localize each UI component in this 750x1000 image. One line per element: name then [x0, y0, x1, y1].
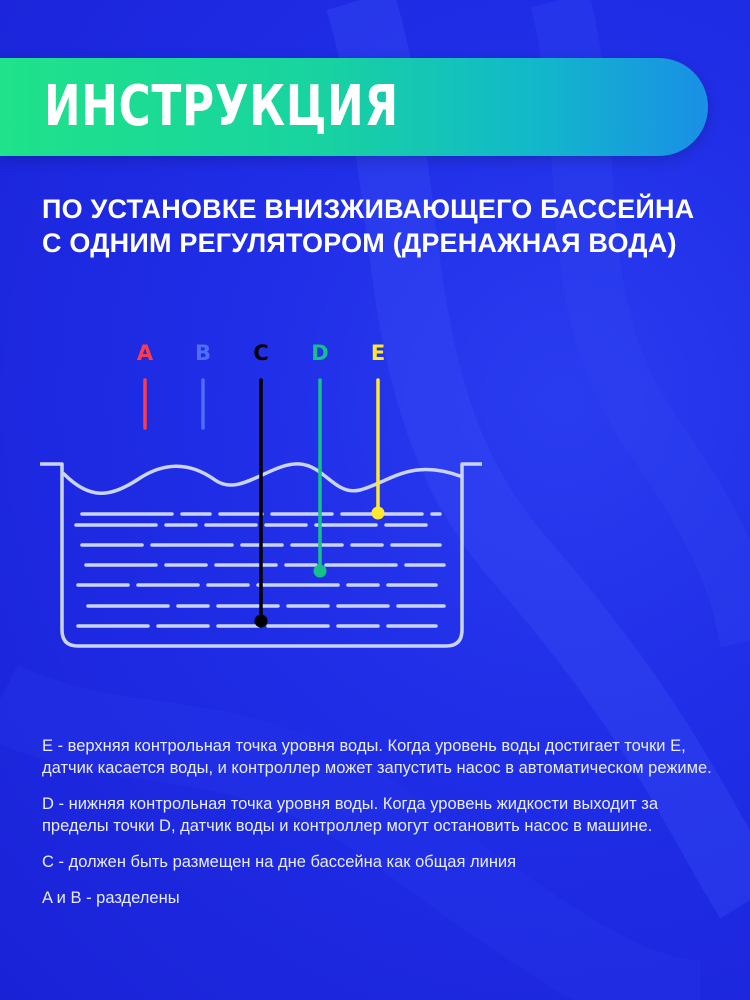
page-title: ИНСТРУКЦИЯ	[44, 74, 399, 139]
description-d: D - нижняя контрольная точка уровня воды. Когда уровень жидкости выходит за пределы точки D, датчик воды и контроллер могут остановить насос в машине.	[42, 795, 658, 835]
descriptions	[42, 735, 722, 923]
subtitle-line-1: ПО УСТАНОВКЕ ВНИЗЖИВАЮЩЕГО БАССЕЙНА	[42, 194, 695, 224]
pool-diagram	[0, 320, 750, 680]
sensor-point-c	[255, 615, 268, 628]
description-ab: A и B - разделены	[42, 889, 180, 907]
description-c: C - должен быть размещен на дне бассейна как общая линия	[42, 853, 517, 871]
sensor-point-d	[314, 565, 327, 578]
sensor-point-e	[372, 507, 385, 520]
sensor-label-e: E	[370, 341, 386, 365]
description-e: E - верхняя контрольная точка уровня воды. Когда уровень воды достигает точки E, датчик касается воды, и контроллер может запустить насос в автоматическом режиме.	[42, 737, 712, 777]
subtitle-line-2: С ОДНИМ РЕГУЛЯТОРОМ (ДРЕНАЖНАЯ ВОДА)	[42, 228, 677, 258]
sensor-label-a: A	[136, 341, 154, 365]
subtitle	[42, 192, 722, 260]
sensor-label-b: B	[194, 341, 212, 365]
sensor-label-c: C	[253, 341, 269, 365]
sensor-label-d: D	[311, 341, 329, 365]
